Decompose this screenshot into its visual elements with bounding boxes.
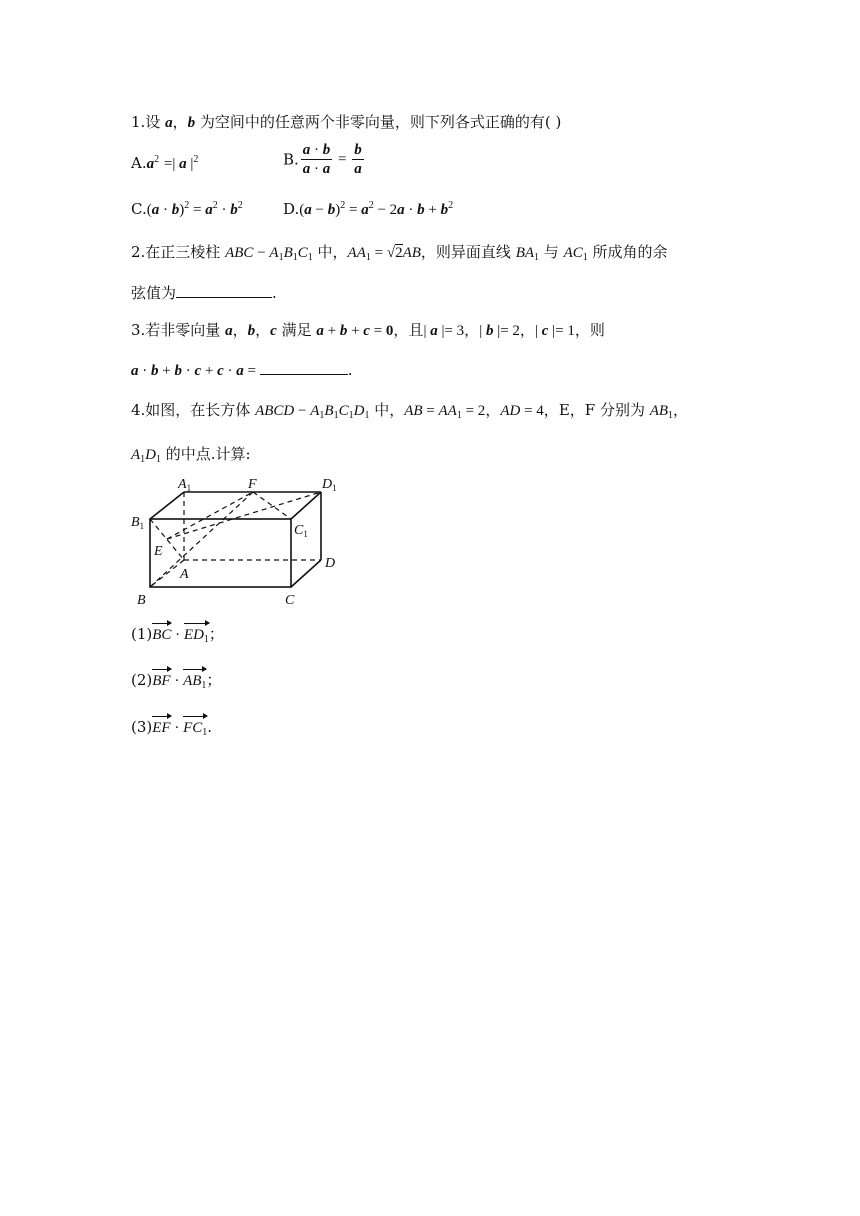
- q3-line2: a · b + b · c + c · a = .: [131, 361, 353, 379]
- q1-option-a: $A.a^2$ =| a $|^2$: [131, 154, 199, 172]
- q3-prefix: 3.若非零向量: [131, 321, 226, 339]
- part2-end: ；: [206, 671, 222, 689]
- q2-line2: [131, 283, 277, 303]
- part3-label: (3): [131, 718, 153, 736]
- q3-then: ，则: [574, 321, 605, 339]
- part1-end: ；: [208, 625, 224, 643]
- part2-label: (2): [131, 671, 153, 689]
- front-face: [150, 519, 291, 587]
- q2-period: .: [272, 284, 277, 302]
- q2-line1: 2.在正三棱柱 ABC − $A_1B_1C_1$ 中，$AA_1 = √2AB$，则异面直线 $BA_1$ 与 $AC_1$ 所成角的余: [131, 243, 668, 263]
- vector-a: a: [165, 115, 173, 131]
- q1-stem: [131, 112, 561, 133]
- q2-mid: 中，: [312, 243, 348, 261]
- q1-sep: ，: [172, 113, 188, 131]
- answer-blank-q3[interactable]: [260, 360, 348, 375]
- label-c1: $C_1$: [294, 523, 308, 539]
- segment-fc1: [253, 492, 291, 519]
- q4-prefix: 4.如图，在长方体: [131, 401, 256, 419]
- cuboid-figure: [128, 472, 348, 608]
- answer-blank-q2[interactable]: [176, 283, 272, 298]
- q4-part2: $(2)BF \cdot AB_1$；: [131, 669, 221, 696]
- hidden-edge-ab: [150, 560, 184, 587]
- q1-option-d: $D.(a - b)^2 = a^2 - 2a \cdot b + b^2$: [283, 200, 454, 218]
- q2-and: 与: [539, 243, 564, 261]
- q1-prefix: 1.设: [131, 113, 166, 131]
- q4-ef: E，F 分别为: [558, 401, 650, 419]
- q4-line1: 4.如图，在长方体 ABCD − $A_1B_1C_1D_1$ 中，AB = $AA_1 = 2$，AD = 4，E，F 分别为 $AB_1$，: [131, 401, 689, 421]
- label-f: F: [248, 477, 257, 492]
- label-c: C: [285, 593, 295, 608]
- q4-line2: $A_1D_1$ 的中点.计算:: [131, 445, 251, 465]
- label-e: E: [154, 544, 163, 559]
- label-d1: $D_1$: [322, 477, 337, 493]
- option-a-label: A.: [131, 154, 147, 172]
- q3-period: .: [347, 361, 353, 379]
- q4-part1: $(1)BC \cdot ED_1$；: [131, 623, 224, 650]
- part3-end: .: [207, 718, 213, 736]
- label-a1: $A_1$: [178, 477, 192, 493]
- option-b-label: B.: [283, 150, 299, 169]
- vector-b: b: [187, 115, 196, 131]
- q1-suffix: 为空间中的任意两个非零向量，则下列各式正确的有( ): [195, 113, 562, 131]
- q3-line1: 3.若非零向量 a，b，c 满足 a + b + c = 0，且| a |= 3，| b |= 2，| c |= 1，则: [131, 321, 605, 339]
- option-c-label: C.: [131, 200, 147, 218]
- q2-end: 所成角的余: [587, 243, 668, 261]
- edge-dc: [291, 560, 321, 587]
- label-b1: $B_1$: [131, 515, 145, 531]
- q1-option-b: B. $\frac{a \cdot b}{a \cdot a}$ = $\frac{b}{a}$: [283, 142, 362, 177]
- q1-option-c: $C.(a \cdot b)^2 = a^2 \cdot b^2$: [131, 200, 243, 218]
- q4-part3: $(3)EF \cdot FC_1$.: [131, 716, 212, 743]
- part1-label: (1): [131, 625, 153, 643]
- q3-cond: 满足: [276, 321, 317, 339]
- q2-line2-text: 弦值为: [131, 284, 177, 302]
- q4-line2-text: 的中点.计算:: [161, 445, 251, 463]
- label-a: A: [180, 567, 189, 582]
- q3-and: ，且: [393, 321, 424, 339]
- label-d: D: [325, 556, 336, 571]
- label-b: B: [137, 593, 146, 608]
- edge-b1a1: [150, 492, 184, 519]
- q4-mid: 中，: [369, 401, 405, 419]
- q2-prefix: 2.在正三棱柱: [131, 243, 226, 261]
- option-d-label: D.: [283, 200, 300, 218]
- q2-post: ，则异面直线: [420, 243, 516, 261]
